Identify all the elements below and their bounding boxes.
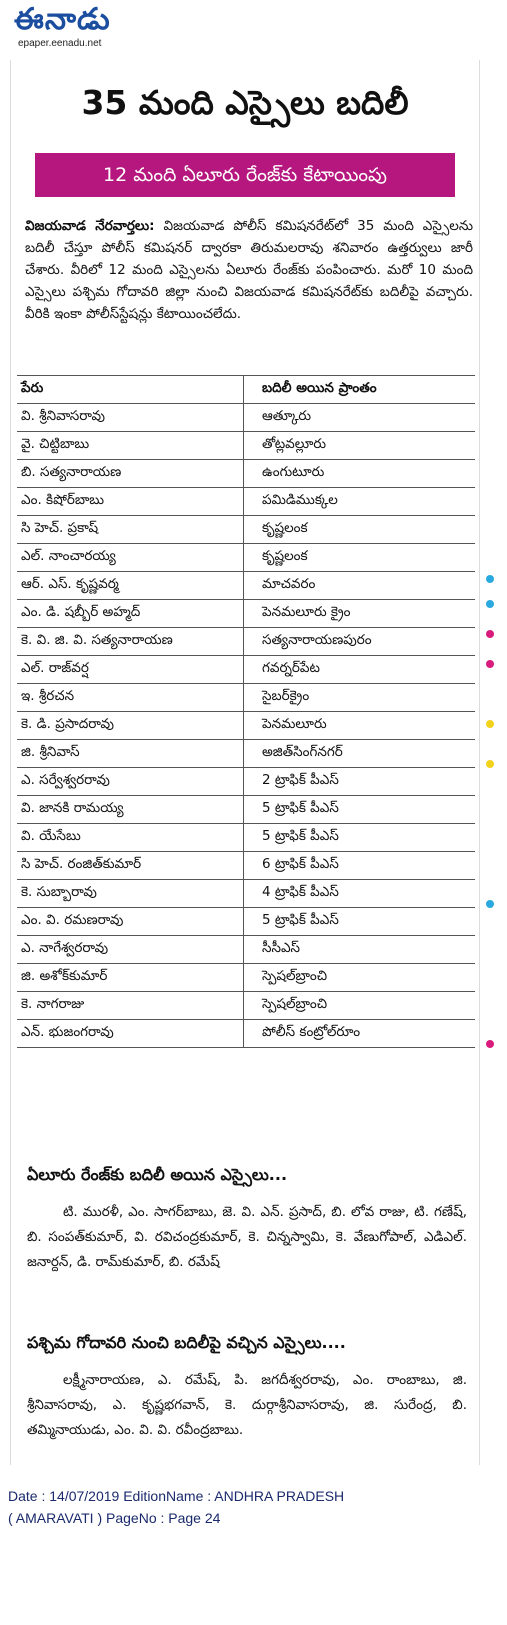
officer-name-cell: జి. శ్రీనివాస్ — [17, 740, 244, 768]
dateline: విజయవాడ నేరవార్తలు: — [25, 218, 155, 234]
print-marker-dot — [486, 660, 494, 668]
officer-name-cell: సి హెచ్. ప్రకాష్ — [17, 516, 244, 544]
table-row — [17, 460, 475, 488]
table-row — [17, 432, 475, 460]
page-footer — [8, 1485, 498, 1529]
news-clipping — [10, 60, 480, 1465]
transfer-table — [17, 375, 475, 1048]
posting-cell: గవర్నర్‌పేట — [244, 656, 476, 684]
officer-name-cell: ఎల్. నాంచారయ్య — [17, 544, 244, 572]
print-marker-dot — [486, 600, 494, 608]
officer-name-cell: వి. శ్రీనివాసరావు — [17, 404, 244, 432]
eenadu-logo: ఈనాడు — [14, 2, 111, 37]
table-row — [17, 600, 475, 628]
print-marker-dot — [486, 575, 494, 583]
wg-section-text: లక్ష్మీనారాయణ, ఎ. రమేష్, పి. జగదీశ్వరరావు, ఎం. రాంబాబు, జి. శ్రీనివాసరావు, ఎ. కృష్ణభగవాన్, కె. దుర్గాశ్రీనివాసరావు, జి. సురేంద్ర, బి. తమ్మినాయుడు, ఎం. వి. వి. రవీంద్రబాబు. — [27, 1372, 467, 1438]
column-header-place: బదిలీ అయిన ప్రాంతం — [244, 376, 476, 404]
column-header-name: పేరు — [17, 376, 244, 404]
table-row — [17, 992, 475, 1020]
print-marker-dot — [486, 630, 494, 638]
posting-cell: 6 ట్రాఫిక్ పీఎస్ — [244, 852, 476, 880]
table-row — [17, 908, 475, 936]
posting-cell: పమిడిముక్కల — [244, 488, 476, 516]
print-marker-dot — [486, 1040, 494, 1048]
table-row — [17, 880, 475, 908]
officer-name-cell: ఇ. శ్రీరచన — [17, 684, 244, 712]
epaper-url: epaper.eenadu.net — [18, 38, 102, 49]
posting-cell: 5 ట్రాఫిక్ పీఎస్ — [244, 824, 476, 852]
posting-cell: 5 ట్రాఫిక్ పీఎస్ — [244, 908, 476, 936]
posting-cell: 4 ట్రాఫిక్ పీఎస్ — [244, 880, 476, 908]
officer-name-cell: బి. సత్యనారాయణ — [17, 460, 244, 488]
eluru-section-title: ఏలూరు రేంజ్‌కు బదిలీ అయిన ఎస్సైలు... — [27, 1165, 288, 1184]
officer-name-cell: కె. వి. జి. వి. సత్యనారాయణ — [17, 628, 244, 656]
officer-name-cell: ఎ. నాగేశ్వరరావు — [17, 936, 244, 964]
print-marker-dot — [486, 760, 494, 768]
print-marker-dot — [486, 900, 494, 908]
posting-cell: ఉంగుటూరు — [244, 460, 476, 488]
posting-cell: తోట్లవల్లూరు — [244, 432, 476, 460]
posting-cell: పోలీస్ కంట్రోల్‌రూం — [244, 1020, 476, 1048]
intro-paragraph — [25, 215, 473, 325]
posting-cell: సత్యనారాయణపురం — [244, 628, 476, 656]
masthead — [14, 4, 174, 52]
table-row — [17, 628, 475, 656]
posting-cell: కృష్ణలంక — [244, 544, 476, 572]
table-row — [17, 796, 475, 824]
officer-name-cell: ఆర్. ఎస్. కృష్ణవర్మ — [17, 572, 244, 600]
officer-name-cell: ఎం. డి. షబ్బీర్ అహ్మద్ — [17, 600, 244, 628]
table-row — [17, 684, 475, 712]
table-row — [17, 768, 475, 796]
table-body — [17, 404, 475, 1048]
posting-cell: స్పెషల్‌బ్రాంచి — [244, 992, 476, 1020]
officer-name-cell: సి హెచ్. రంజిత్‌కుమార్ — [17, 852, 244, 880]
table-row — [17, 1020, 475, 1048]
table-header-row — [17, 376, 475, 404]
table-row — [17, 936, 475, 964]
eluru-section-text: టి. మురళీ, ఎం. సాగర్‌బాబు, జె. వి. ఎన్. ప్రసాద్, బి. లోవ రాజు, టి. గణేష్, బి. సంపత్‌కుమార్, వి. రవిచంద్రకుమార్, కె. చిన్నస్వామి, కె. వేణుగోపాల్, ఎడిఎల్. జనార్దన్, డి. రామ్‌కుమార్, బి. రమేష్ — [27, 1204, 467, 1270]
officer-name-cell: కె. డి. ప్రసాదరావు — [17, 712, 244, 740]
table-row — [17, 852, 475, 880]
wg-section-title: పశ్చిమ గోదావరి నుంచి బదిలీపై వచ్చిన ఎస్సైలు.... — [27, 1333, 346, 1352]
table-row — [17, 572, 475, 600]
officer-name-cell: వై. చిట్టిబాబు — [17, 432, 244, 460]
posting-cell: పెనమలూరు — [244, 712, 476, 740]
officer-name-cell: జి. అశోక్‌కుమార్ — [17, 964, 244, 992]
posting-cell: స్పెషల్‌బ్రాంచి — [244, 964, 476, 992]
table-row — [17, 404, 475, 432]
table-row — [17, 656, 475, 684]
subheadline: 12 మంది ఏలూరు రేంజ్‌కు కేటాయింపు — [35, 153, 455, 197]
officer-name-cell: వి. యేసేబు — [17, 824, 244, 852]
officer-name-cell: ఎ. సర్వేశ్వరరావు — [17, 768, 244, 796]
officer-name-cell: ఎన్. భుజంగరావు — [17, 1020, 244, 1048]
officer-name-cell: కె. నాగరాజు — [17, 992, 244, 1020]
table-row — [17, 824, 475, 852]
posting-cell: పెనమలూరు క్రైం — [244, 600, 476, 628]
table-row — [17, 544, 475, 572]
officer-name-cell: కె. సుబ్బారావు — [17, 880, 244, 908]
posting-cell: 2 ట్రాఫిక్ పీఎస్ — [244, 768, 476, 796]
posting-cell: ఆత్కూరు — [244, 404, 476, 432]
table-row — [17, 516, 475, 544]
officer-name-cell: ఎల్. రాజ్‌వర్ష — [17, 656, 244, 684]
footer-line-page: ( AMARAVATI ) PageNo : Page 24 — [8, 1510, 221, 1526]
headline: 35 మంది ఎస్సైలు బదిలీ — [81, 83, 409, 122]
posting-cell: సైబర్‌క్రైం — [244, 684, 476, 712]
print-marker-dot — [486, 720, 494, 728]
table-row — [17, 740, 475, 768]
officer-name-cell: ఎం. వి. రమణరావు — [17, 908, 244, 936]
posting-cell: మాచవరం — [244, 572, 476, 600]
posting-cell: అజిత్‌సింగ్‌నగర్ — [244, 740, 476, 768]
table-row — [17, 712, 475, 740]
intro-text: విజయవాడ పోలీస్ కమిషనరేట్‌లో 35 మంది ఎస్సైలను బదిలీ చేస్తూ పోలీస్ కమిషనర్ ద్వారకా తిరుమలరావు శనివారం ఉత్తర్వులు జారీ చేశారు. వీరిలో 12 మంది ఎస్సైలను ఏలూరు రేంజ్‌కు పంపించారు. మరో 10 మంది ఎస్సైలు పశ్చిమ గోదావరి జిల్లా నుంచి విజయవాడ కమిషనరేట్‌కు బదిలీపై వచ్చారు. వీరికి ఇంకా పోలీస్‌స్టేషన్లు కేటాయించలేదు. — [25, 218, 473, 322]
footer-line-date-edition: Date : 14/07/2019 EditionName : ANDHRA PRADESH — [8, 1488, 345, 1504]
table-row — [17, 488, 475, 516]
table-row — [17, 964, 475, 992]
posting-cell: కృష్ణలంక — [244, 516, 476, 544]
officer-name-cell: వి. జానకి రామయ్య — [17, 796, 244, 824]
posting-cell: 5 ట్రాఫిక్ పీఎస్ — [244, 796, 476, 824]
posting-cell: సీసీఎస్ — [244, 936, 476, 964]
officer-name-cell: ఎం. కిషోర్‌బాబు — [17, 488, 244, 516]
